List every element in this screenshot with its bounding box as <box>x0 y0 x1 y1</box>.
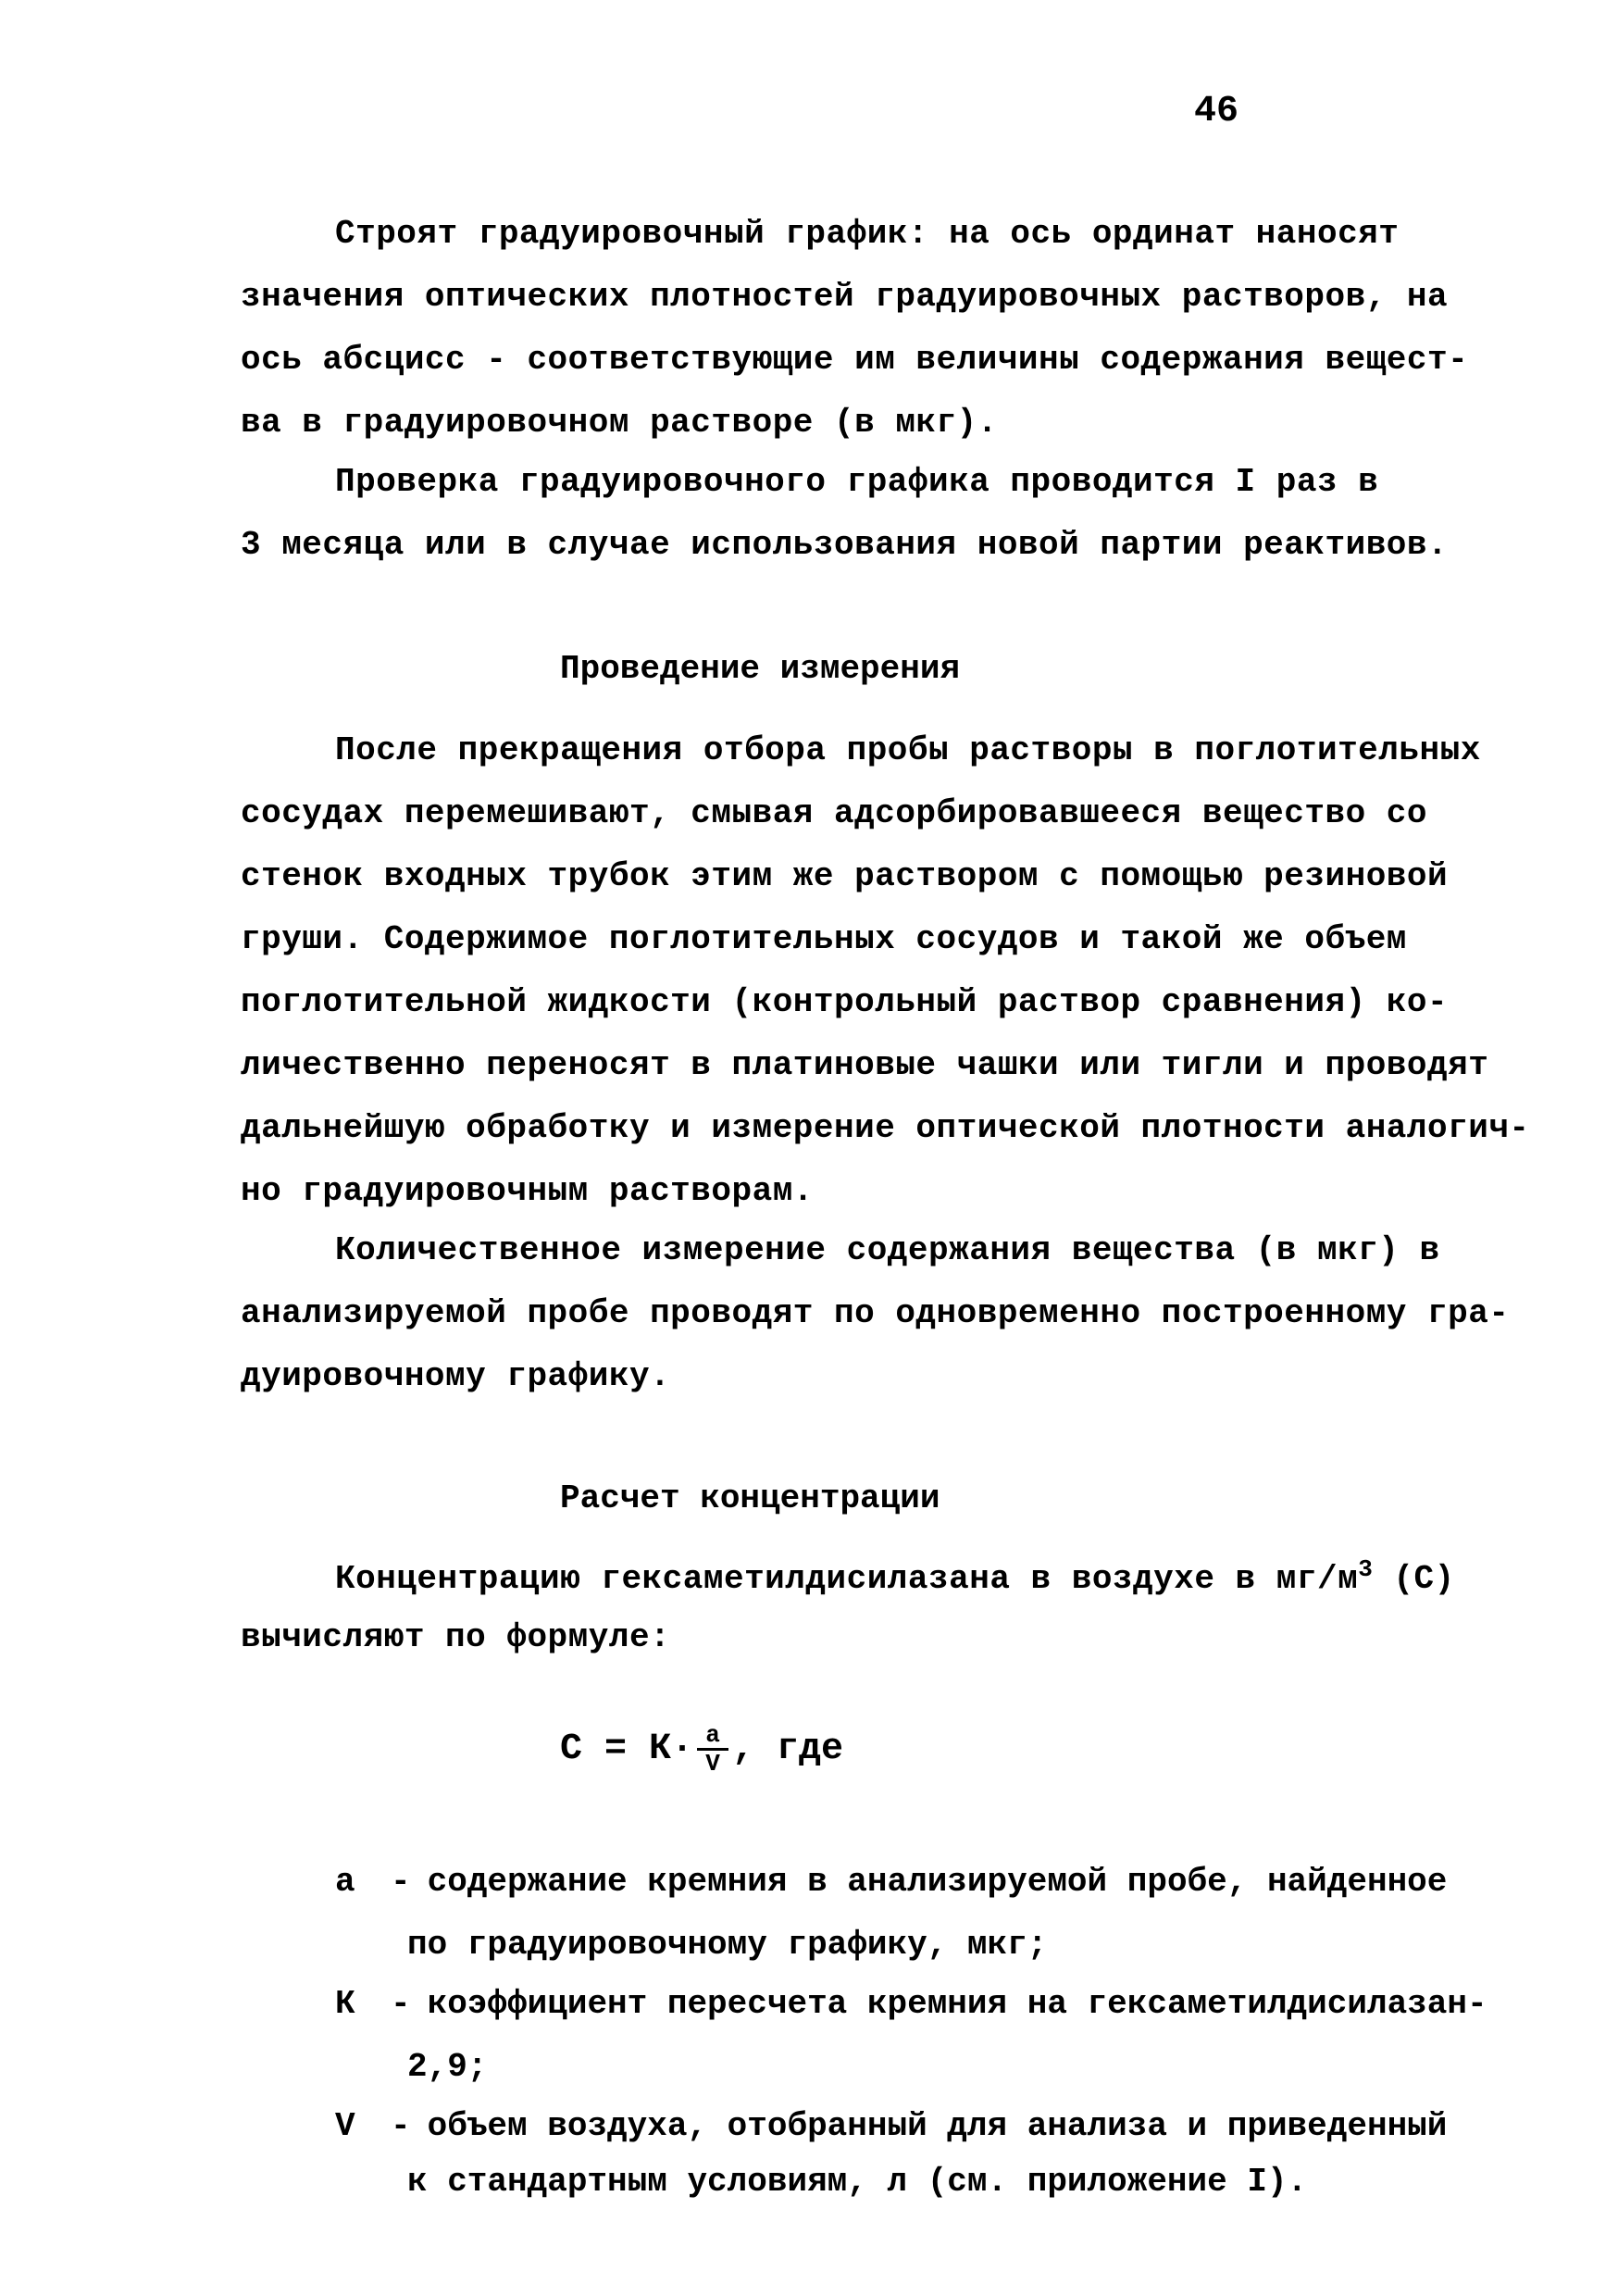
measurement-p1-line-3: стенок входных трубок этим же раствором с помощью резиновой <box>241 857 1449 895</box>
page-number: 46 <box>1194 91 1239 132</box>
formula-lhs: С = К· <box>560 1728 694 1770</box>
legend-a-line-2: по градуировочному графику, мкг; <box>407 1926 1048 1964</box>
legend-v-line-1 <box>335 2107 1447 2145</box>
measurement-p1-line-4: груши. Содержимое поглотительных сосудов и такой же объем <box>241 920 1407 958</box>
measurement-p1-line-7: дальнейшую обработку и измерение оптической плотности аналогич- <box>241 1109 1530 1147</box>
section-heading-measurement: Проведение измерения <box>560 650 961 688</box>
calculation-intro-line-2: вычисляют по формуле: <box>241 1618 671 1656</box>
calculation-intro-line-1 <box>335 1555 1455 1598</box>
legend-v-text: объем воздуха, отобранный для анализа и приведенный <box>427 2107 1448 2145</box>
measurement-p1-line-8: но градуировочным растворам. <box>241 1172 814 1210</box>
legend-k-line-1 <box>335 1985 1487 2023</box>
paragraph-2-line-1: Проверка градуировочного графика проводится I раз в <box>335 463 1379 501</box>
formula-numerator: а <box>705 1721 720 1749</box>
legend-v-line-2: к стандартным условиям, л (см. приложение I). <box>407 2163 1308 2201</box>
legend-a-text: содержание кремния в анализируемой пробе, найденное <box>427 1863 1448 1901</box>
section-heading-calculation: Расчет концентрации <box>560 1479 940 1517</box>
paragraph-1-line-4: ва в градуировочном растворе (в мкг). <box>241 404 998 442</box>
formula-denominator: V <box>705 1750 720 1778</box>
legend-a-symbol: а <box>335 1863 355 1901</box>
legend-k-symbol: К <box>335 1985 355 2023</box>
formula-fraction <box>697 1721 728 1778</box>
legend-a-dash: - <box>391 1863 411 1901</box>
paragraph-1-line-3: ось абсцисс - соответствующие им величины содержания вещест- <box>241 341 1469 379</box>
legend-k-line-2: 2,9; <box>407 2048 488 2086</box>
legend-k-text: коэффициент пересчета кремния на гексаметилдисилазан- <box>427 1985 1487 2023</box>
calculation-intro-text: Концентрацию гексаметилдисилазана в воздухе в мг/м <box>335 1560 1359 1598</box>
cubic-superscript: 3 <box>1358 1555 1374 1583</box>
calculation-intro-symbol: (С) <box>1373 1560 1455 1598</box>
paragraph-1-line-1: Строят градуировочный график: на ось ординат наносят <box>335 215 1400 253</box>
measurement-p2-line-3: дуировочному графику. <box>241 1357 671 1395</box>
measurement-p1-line-1: После прекращения отбора пробы растворы в поглотительных <box>335 731 1481 769</box>
legend-a-line-1 <box>335 1863 1447 1901</box>
paragraph-1-line-2: значения оптических плотностей градуировочных растворов, на <box>241 278 1449 316</box>
legend-v-dash: - <box>391 2107 411 2145</box>
formula-tail: , где <box>732 1728 844 1770</box>
concentration-formula <box>560 1721 844 1778</box>
paragraph-2-line-2: 3 месяца или в случае использования новой партии реактивов. <box>241 526 1449 564</box>
measurement-p2-line-1: Количественное измерение содержания вещества (в мкг) в <box>335 1231 1440 1269</box>
measurement-p1-line-2: сосудах перемешивают, смывая адсорбировавшееся вещество со <box>241 794 1428 832</box>
measurement-p1-line-6: личественно переносят в платиновые чашки или тигли и проводят <box>241 1046 1489 1084</box>
measurement-p2-line-2: анализируемой пробе проводят по одновременно построенному гра- <box>241 1294 1510 1332</box>
legend-v-symbol: V <box>335 2107 355 2145</box>
measurement-p1-line-5: поглотительной жидкости (контрольный раствор сравнения) ко- <box>241 983 1449 1021</box>
legend-k-dash: - <box>391 1985 411 2023</box>
